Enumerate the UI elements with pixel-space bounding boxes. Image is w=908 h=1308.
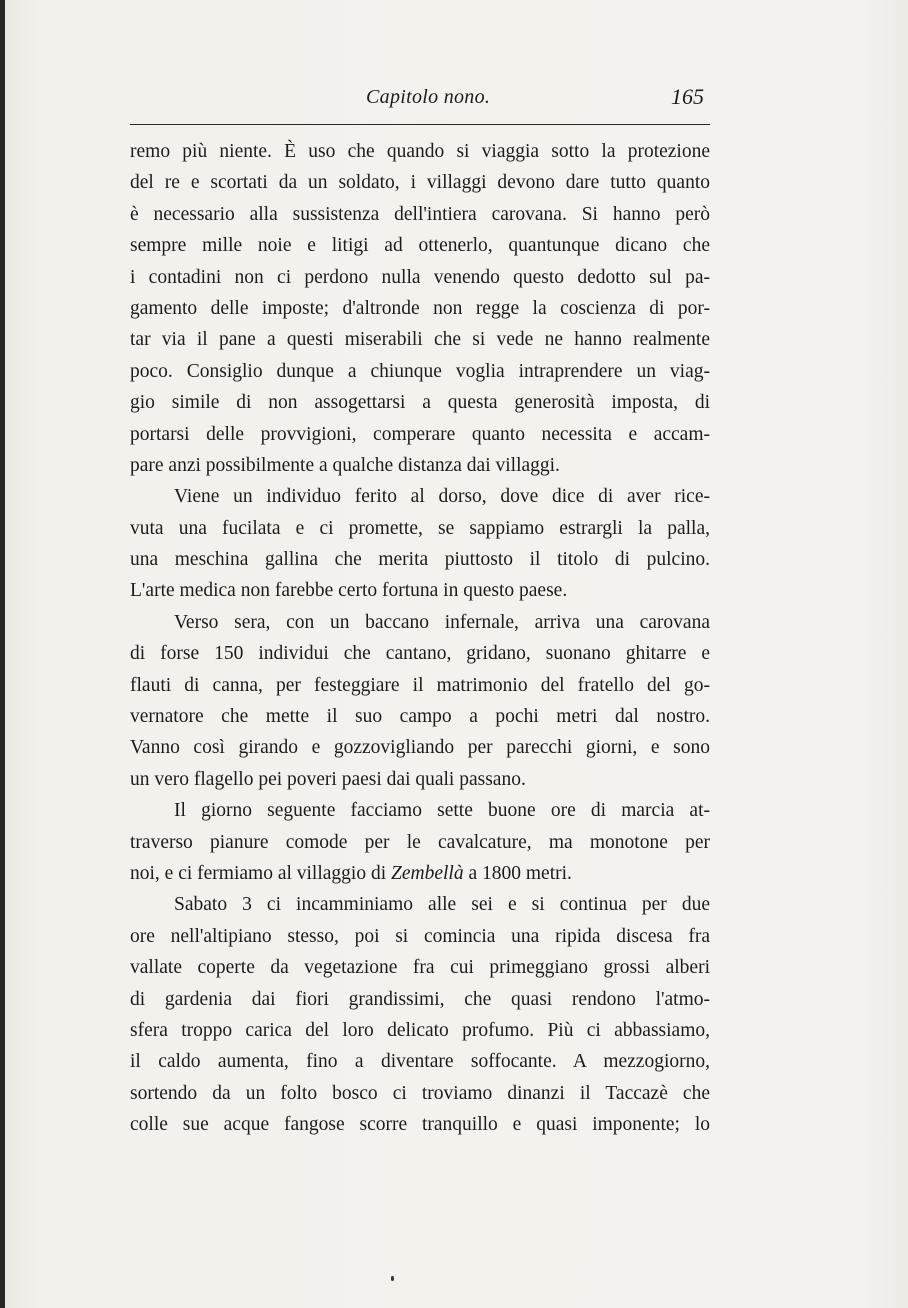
body-text bbox=[130, 136, 710, 1141]
text-line: è necessario alla sussistenza dell'intiera carovana. Si hanno però bbox=[130, 203, 710, 225]
paragraph-start-line: Sabato 3 ci incamminiamo alle sei e si continua per due bbox=[174, 894, 710, 916]
text-line: colle sue acque fangose scorre tranquillo e quasi imponente; lo bbox=[130, 1114, 710, 1136]
paragraph-end-line bbox=[130, 858, 710, 889]
text-line: i contadini non ci perdono nulla venendo questo dedotto sul pa- bbox=[130, 266, 710, 288]
page-edge-shadow bbox=[0, 0, 5, 1308]
text-line: poco. Consiglio dunque a chiunque voglia intraprendere un viag- bbox=[130, 360, 710, 382]
text-line: gamento delle imposte; d'altronde non regge la coscienza di por- bbox=[130, 297, 710, 319]
text-line: di forse 150 individui che cantano, gridano, suonano ghitarre e bbox=[130, 643, 710, 665]
page-number: 165 bbox=[671, 84, 704, 109]
line-prefix: noi, e ci fermiamo al villaggio di bbox=[130, 862, 392, 884]
header-rule bbox=[130, 124, 710, 125]
text-line: Vanno così girando e gozzovigliando per parecchi giorni, e sono bbox=[130, 737, 710, 759]
text-line: sortendo da un folto bosco ci troviamo dinanzi il Taccazè che bbox=[130, 1082, 710, 1104]
paragraph-start-line: Viene un individuo ferito al dorso, dove dice di aver rice- bbox=[174, 486, 710, 508]
place-name: Zembellà bbox=[391, 862, 464, 884]
text-line: sempre mille noie e litigi ad ottenerlo, quantunque dicano che bbox=[130, 235, 710, 257]
text-line: traverso pianure comode per le cavalcature, ma monotone per bbox=[130, 831, 710, 853]
text-line: ore nell'altipiano stesso, poi si comincia una ripida discesa fra bbox=[130, 925, 710, 947]
text-line: sfera troppo carica del loro delicato profumo. Più ci abbassiamo, bbox=[130, 1019, 710, 1041]
running-title: Capitolo nono. bbox=[366, 86, 491, 108]
text-line: portarsi delle provvigioni, comperare quanto necessita e accam- bbox=[130, 423, 710, 445]
text-line: tar via il pane a questi miserabili che si vede ne hanno realmente bbox=[130, 329, 710, 351]
paragraph-end-line: un vero flagello pei poveri paesi dai quali passano. bbox=[130, 768, 526, 790]
text-line: una meschina gallina che merita piuttosto il titolo di pulcino. bbox=[130, 549, 710, 571]
paragraph-end-line: L'arte medica non farebbe certo fortuna in questo paese. bbox=[130, 580, 568, 602]
text-line: il caldo aumenta, fino a diventare soffocante. A mezzogiorno, bbox=[130, 1051, 710, 1073]
page-header bbox=[130, 82, 710, 118]
text-line: remo più niente. È uso che quando si viaggia sotto la protezione bbox=[130, 141, 710, 162]
text-line: flauti di canna, per festeggiare il matrimonio del fratello del go- bbox=[130, 674, 710, 696]
paragraph-end-line: pare anzi possibilmente a qualche distanza dai villaggi. bbox=[130, 454, 560, 476]
text-line: vuta una fucilata e ci promette, se sappiamo estrargli la palla, bbox=[130, 517, 710, 539]
text-line: vernatore che mette il suo campo a pochi metri dal nostro. bbox=[130, 706, 710, 728]
paragraph-start-line: Il giorno seguente facciamo sette buone ore di marcia at- bbox=[174, 800, 710, 822]
ink-speck bbox=[391, 1276, 394, 1281]
paragraph-start-line: Verso sera, con un baccano infernale, arriva una carovana bbox=[174, 611, 710, 633]
text-line: del re e scortati da un soldato, i villaggi devono dare tutto quanto bbox=[130, 172, 710, 194]
line-suffix: a 1800 metri. bbox=[463, 862, 572, 884]
text-line: vallate coperte da vegetazione fra cui primeggiano grossi alberi bbox=[130, 957, 710, 979]
text-line: gio simile di non assogettarsi a questa generosità imposta, di bbox=[130, 392, 710, 414]
text-line: di gardenia dai fiori grandissimi, che quasi rendono l'atmo- bbox=[130, 988, 710, 1010]
